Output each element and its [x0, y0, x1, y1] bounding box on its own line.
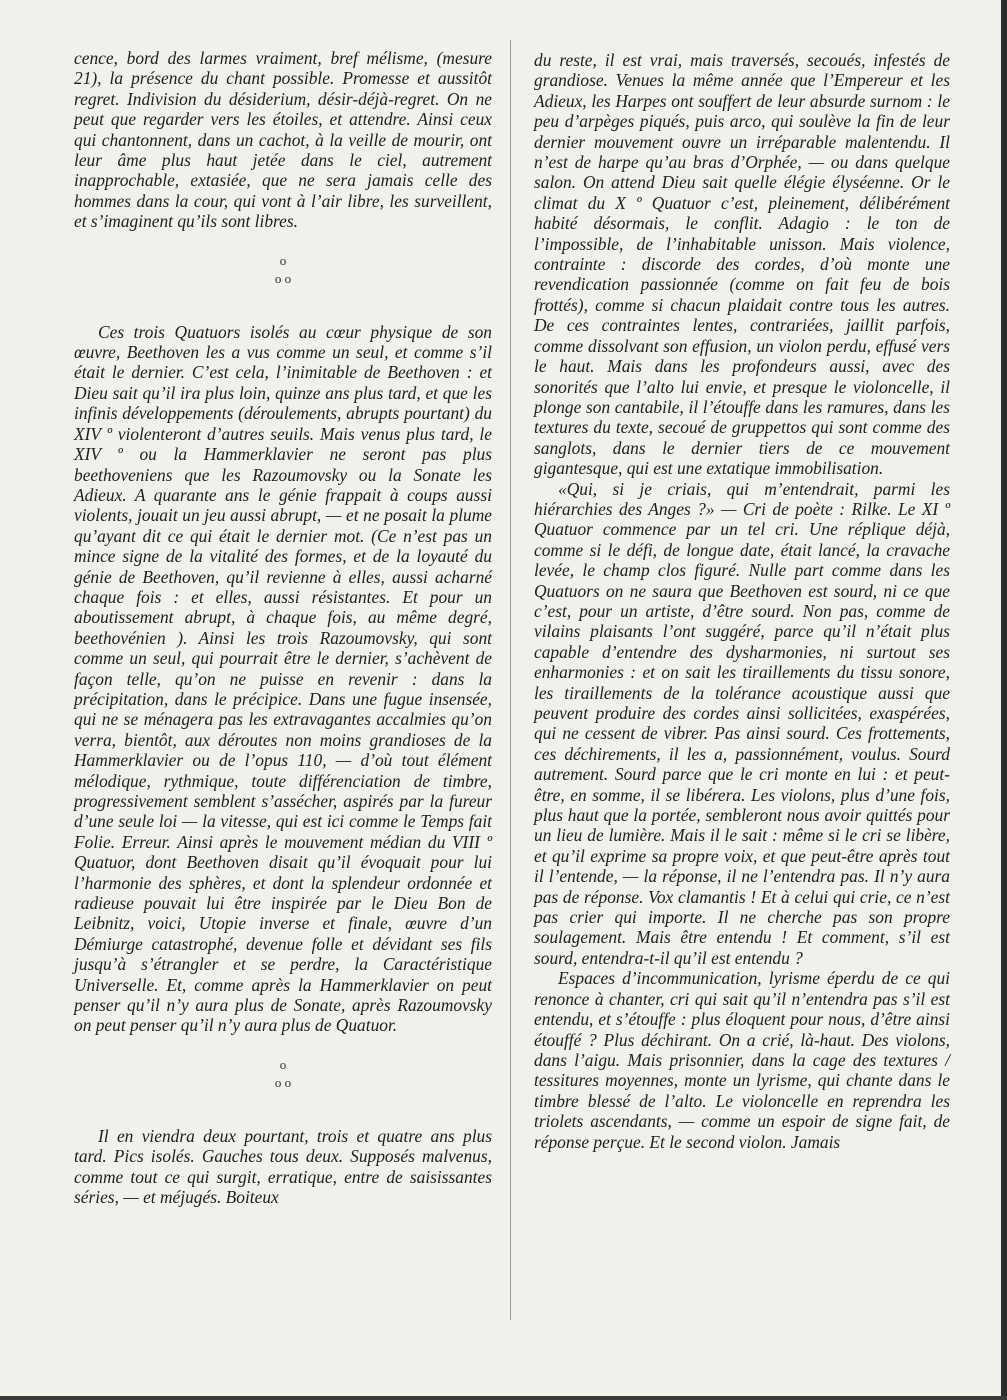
- left-paragraph-3: Il en viendra deux pourtant, trois et quatre ans plus tard. Pics isolés. Gauches tous deux. Supposés malvenus, comme tout ce qui surgit, erratique, entre de saisissantes séries, — et méjugés. Boiteux: [74, 1125, 492, 1208]
- ornament-bottom: o o: [274, 270, 292, 286]
- right-column: [534, 50, 950, 1152]
- left-column: [74, 48, 492, 1208]
- scan-edge-right: [1001, 0, 1007, 1400]
- section-ornament-1: [74, 252, 492, 288]
- scan-edge-bottom: [0, 1396, 1007, 1400]
- left-paragraph-2: Ces trois Quatuors isolés au cœur physique de son œuvre, Beethoven les a vus comme un seul, et comme s’il était le dernier. C’est cela, l’inimitable de Beethoven : et Dieu sait qu’il ira plus loin, quinze ans plus tard, et que les infinis développements (déroulements, abrupts pourtant) du XIV º violenteront d’autres seuils. Mais venus plus tard, le XIV º ou la Hammerklavier ne seront pas plus beethoveniens que les Razoumovsky ou la Sonate les Adieux. A quarante ans le génie frappait à coups aussi violents, jouait un jeu aussi abrupt, — et ne posait la plume qu’ayant dit ce qui était le dernier mot. (Ce n’est pas un mince signe de la vitalité des formes, et de la loyauté du génie de Beethoven, qu’il revienne à elles, aussi acharné chaque fois : et elles, aussi résistantes. Et pour un aboutissement abrupt, à chaque fois, au même degré, beethovénien ). Ainsi les trois Razoumovsky, qui sont comme un seul, qui pourrait être le dernier, s’achèvent de façon telle, qu’on ne puisse en revenir : dans la précipitation, dans le précipice. Dans une fugue insensée, qui ne se ménagera pas les extravagantes accalmies qu’on verra, bientôt, aux déroutes non moins grandioses de la Hammerklavier ou de l’opus 110, — d’où tout élément mélodique, rythmique, toute différenciation de timbre, progressivement semblent s’assécher, aspirés par la fureur d’une seule loi — la vitesse, qui est ici comme le Temps fait Folie. Erreur. Ainsi après le mouvement médian du VIII º Quatuor, dont Beethoven disait qu’il évoquait pour lui l’harmonie des sphères, et dont la splendeur ordonnée et radieuse pouvait lui être inspirée par le Dieu Bon de Leibnitz, voici, Utopie inverse et finale, œuvre d’un Démiurge catastrophé, devenue folle et dévidant ses fils jusqu’à s’étrangler et se perdre, la Caractéristique Universelle. Et, comme après la Hammerklavier on peut penser qu’il n’y aura plus de Sonate, après Razoumovsky on peut penser qu’il n’y aura plus de Quatuor.: [74, 321, 492, 1036]
- ornament-top: o: [279, 1056, 287, 1072]
- right-paragraph-2: «Qui, si je criais, qui m’entendrait, parmi les hiérarchies des Anges ?» — Cri de poète : Rilke. Le XI º Quatuor commence par un tel cri. Une réplique déjà, comme si le défi, de longue date, était lancé, la cravache levée, le champ clos figuré. Nulle part comme dans les Quatuors on ne saura que Beethoven est sourd, ni ce que c’est, pour un artiste, d’être sourd. Non pas, comme de vilains plaisants l’ont suggéré, parce qu’il n’était plus capable d’entendre des dysharmonies, ni surtout ses enharmonies : et on sait les tiraillements du tissu sonore, les tiraillements de la tolérance acoustique aussi que peuvent produire des cordes ainsi sollicitées, exaspérées, qui ne cessent de vibrer. Pas ainsi sourd. Ces frottements, ces déchirements, il les a, passionnément, voulus. Sourd autrement. Sourd parce que le cri monte en lui : et peut-être, en somme, il se libérera. Les violons, plus d’une fois, plus haut que la portée, sembleront nous avoir quittés pour un lieu de lumière. Mais il le sait : même si le cri se libère, et qu’il exprime sa propre voix, et que peut-être après tout il l’entende, — la réponse, il ne l’entendra pas. Il n’y aura pas de réponse. Vox clamantis ! Et à celui qui crie, ce n’est pas crier qui importe. Il ne cherche pas son propre soulagement. Mais être entendu ! Et comment, s’il est sourd, entendra-t-il qu’il est entendu ?: [534, 478, 950, 968]
- ornament-top: o: [279, 252, 287, 268]
- ornament-bottom: o o: [274, 1074, 292, 1090]
- left-paragraph-1: cence, bord des larmes vraiment, bref mélisme, (mesure 21), la présence du chant possible. Promesse et aussitôt regret. Indivision du désiderium, désir-déjà-regret. On ne peut que regarder vers les étoiles, et attendre. Ainsi ceux qui chantonnent, dans un cachot, à la veille de mourir, ont leur âme plus haut jetée dans le ciel, autrement inapprochable, extasiée, que ne sera jamais celle des hommes dans la cour, qui vont à l’air libre, les surveillent, et s’imaginent qu’ils sont libres.: [74, 48, 492, 232]
- right-paragraph-1: du reste, il est vrai, mais traversés, secoués, infestés de grandiose. Venues la même année que l’Empereur et les Adieux, les Harpes ont souffert de leur absurde surnom : le peu d’arpèges piqués, puis arco, qui soulève la fin de leur dernier mouvement ouvre un irréparable malentendu. Il n’est de harpe qu’au bras d’Orphée, — ou dans quelque salon. On attend Dieu sait quelle élégie élyséenne. Or le climat du X º Quatuor c’est, pleinement, délibérément habité désormais, le conflit. Adagio : le ton de l’impossible, de l’inhabitable unisson. Mais violence, contrainte : discorde des cordes, d’où monte une revendication passionnée (comme on fait feu de bois frottés), comme si chacun plaidait contre tous les autres. De ces contraintes lentes, contrariées, jaillit parfois, comme dissolvant son effusion, un violon perdu, effusé vers le haut. Mais dans les profondeurs aussi, avec des sonorités que l’alto lui envie, et presque le violoncelle, il plonge son cantabile, il l’étouffe dans les ramures, dans les textures du texte, secoué de gruppettos qui sont comme des sanglots, dans le dernier tiers de ce mouvement gigantesque, qui est une extatique immobilisation.: [534, 50, 950, 479]
- right-paragraph-3: Espaces d’incommunication, lyrisme éperdu de ce qui renonce à chanter, cri qui sait qu’il n’entendra pas s’il est entendu, et s’étouffe : plus éloquent pour nous, d’être ainsi étouffé ? Plus déchirant. On a crié, là-haut. Des violons, dans l’aigu. Mais prisonnier, dans la cage des textures / tessitures moyennes, monte un lyrisme, qui chante dans le timbre blessé de l’alto. Le violoncelle en reprendra les triolets ascendants, — comme un espoir de signe fait, de réponse perçue. Et le second violon. Jamais: [534, 968, 950, 1152]
- section-ornament-2: [74, 1056, 492, 1092]
- column-divider: [510, 40, 511, 1320]
